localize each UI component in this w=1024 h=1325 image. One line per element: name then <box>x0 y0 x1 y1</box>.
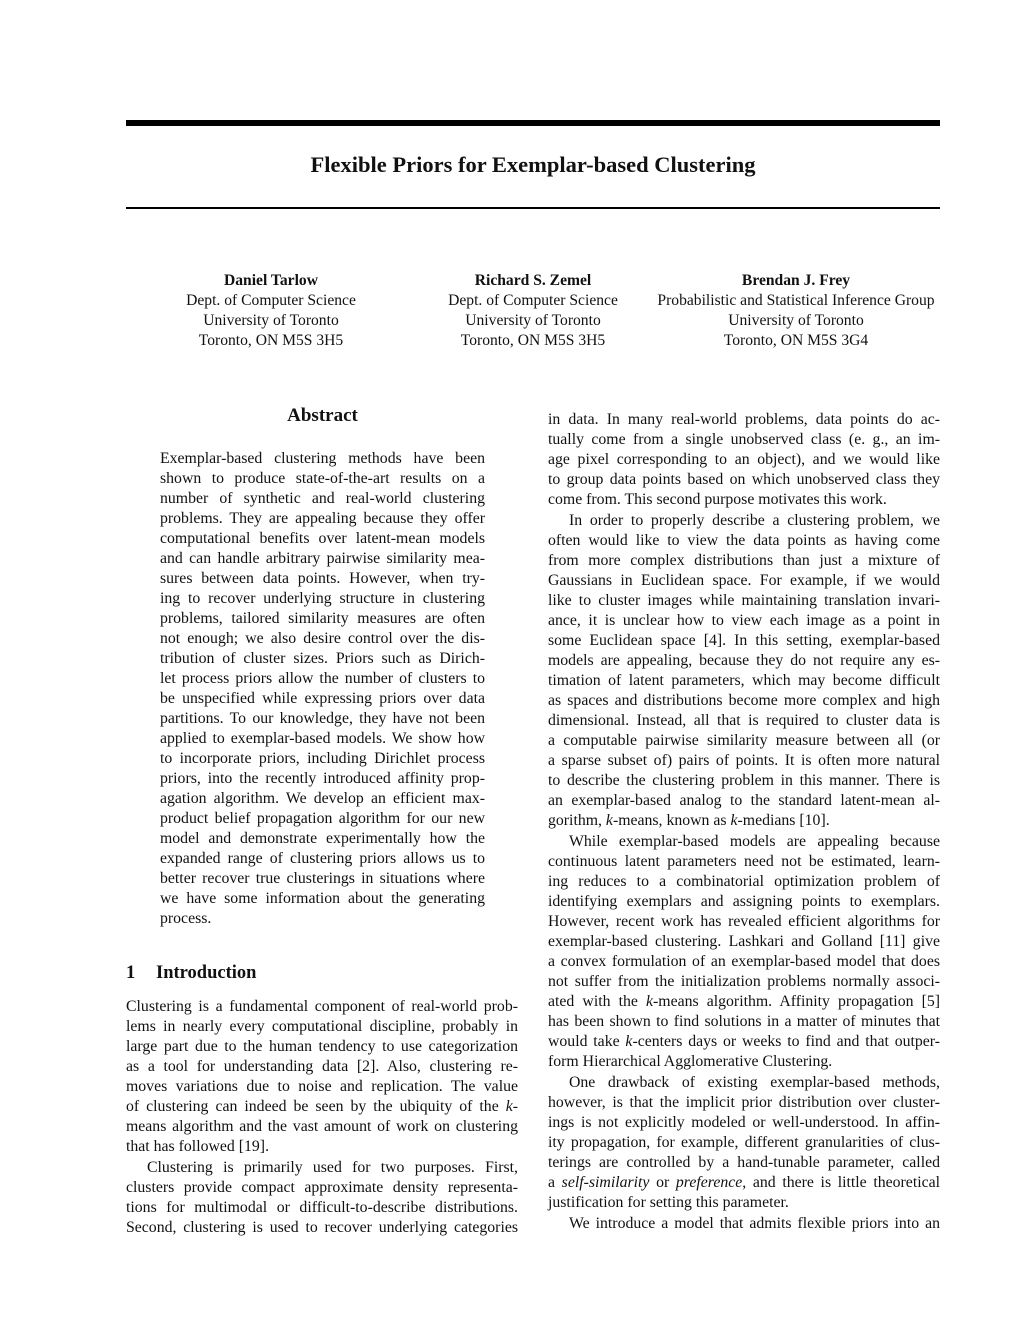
text-line: not suffer from the initialization problems normally associ- <box>548 973 940 990</box>
title-rule <box>126 207 940 209</box>
text-line: product belief propagation algorithm for our new <box>160 810 485 827</box>
text-line: dimensional. Instead, all that is required to cluster data is <box>548 712 940 729</box>
text-line: continuous latent parameters need not be estimated, learn- <box>548 853 940 870</box>
abstract-heading: Abstract <box>287 405 358 426</box>
text-line: Exemplar-based clustering methods have been <box>160 450 485 467</box>
text-line: from more complex distributions than just a mixture of <box>548 552 940 569</box>
text-line: be unspecified while expressing priors over data <box>160 690 485 707</box>
paper-title: Flexible Priors for Exemplar-based Clustering <box>310 152 756 177</box>
author-name: Brendan J. Frey <box>741 272 851 289</box>
text-line: However, recent work has revealed efficient algorithms for <box>548 913 940 930</box>
abstract-body <box>160 448 485 929</box>
text-line: One drawback of existing exemplar-based methods, <box>569 1074 940 1091</box>
text-line: tually come from a single unobserved class (e. g., an im- <box>548 431 940 448</box>
text-line: model and demonstrate experimentally how the <box>160 830 485 847</box>
text-line: ity propagation, for example, different granularities of clus- <box>548 1134 940 1151</box>
author-address: Toronto, ON M5S 3G4 <box>723 332 869 349</box>
section-title: Introduction <box>156 963 257 983</box>
text-line: number of synthetic and real-world clustering <box>160 490 485 507</box>
text-line: in data. In many real-world problems, data points do ac- <box>548 411 940 428</box>
text-line: form Hierarchical Agglomerative Clustering. <box>548 1053 833 1070</box>
text-line: like to cluster images while maintaining translation invari- <box>548 592 940 609</box>
text-line: partitions. To our knowledge, they have not been <box>160 710 485 727</box>
text-line: means algorithm and the vast amount of work on clustering <box>126 1118 518 1135</box>
text-line: as a tool for understanding data [2]. Also, clustering re- <box>126 1058 518 1075</box>
text-line: that has followed [19]. <box>126 1138 270 1155</box>
text-line: While exemplar-based models are appealing because <box>569 833 940 850</box>
text-line: problems. They are appealing because they offer <box>160 510 485 527</box>
text-line: models are appealing, because they do not require any es- <box>548 652 940 669</box>
text-line: applied to exemplar-based models. We show how <box>160 730 485 747</box>
paragraph <box>548 1073 940 1213</box>
text-line: large part due to the human tendency to use categorization <box>126 1038 518 1055</box>
text-line: expanded range of clustering priors allows us to <box>160 850 485 867</box>
text-line: Clustering is primarily used for two purposes. First, <box>147 1159 518 1176</box>
text-line: ance, it is unclear how to view each image as a point in <box>548 612 940 629</box>
text-line: let process priors allow the number of clusters to <box>160 670 485 687</box>
text-line: to group data points based on which unobserved class they <box>548 471 940 488</box>
author-affiliation: Dept. of Computer Science <box>448 292 618 309</box>
text-line: computational benefits over latent-mean models <box>160 530 485 547</box>
text-line: a convex formulation of an exemplar-based model that does <box>548 953 940 970</box>
text-line: would take k-centers days or weeks to find and that outper- <box>548 1033 940 1050</box>
text-line: timation of latent parameters, which may become difficult <box>548 672 940 689</box>
text-line: to incorporate priors, including Dirichlet process <box>160 750 485 767</box>
text-line: as spaces and distributions become more complex and high <box>548 692 940 709</box>
text-line: come from. This second purpose motivates this work. <box>548 491 887 508</box>
text-line: process. <box>160 910 212 927</box>
paragraph <box>548 1214 940 1234</box>
author-address: Toronto, ON M5S 3H5 <box>198 332 344 349</box>
text-line: often would like to view the data points as having come <box>548 532 940 549</box>
paragraph <box>160 449 485 929</box>
text-line: a computable pairwise similarity measure between all (or <box>548 732 940 749</box>
text-line: terings are controlled by a hand-tunable parameter, called <box>548 1154 940 1171</box>
left-column-body <box>126 996 518 1238</box>
text-line: a self-similarity or preference, and there is little theoretical <box>548 1174 941 1191</box>
text-line: tribution of cluster sizes. Priors such as Dirich- <box>160 650 485 667</box>
text-line: Second, clustering is used to recover underlying categories <box>126 1219 518 1236</box>
text-line: ing to recover underlying structure in clustering <box>160 590 485 607</box>
text-line: identifying exemplars and assigning points to exemplars. <box>548 893 940 910</box>
text-line: justification for setting this parameter. <box>548 1194 789 1211</box>
text-line: Clustering is a fundamental component of real-world prob- <box>126 998 518 1015</box>
right-column-body <box>548 409 940 1234</box>
text-line: ated with the k-means algorithm. Affinity propagation [5] <box>548 993 941 1010</box>
text-line: an exemplar-based analog to the standard latent-mean al- <box>548 792 940 809</box>
text-line: and can handle arbitrary pairwise similarity mea- <box>160 550 485 567</box>
paragraph <box>126 997 518 1157</box>
author-affiliation: University of Toronto <box>203 312 339 329</box>
section-heading-introduction <box>126 961 256 985</box>
author-affiliation: University of Toronto <box>465 312 601 329</box>
text-line: better recover true clusterings in situations where <box>160 870 485 887</box>
author-affiliation: University of Toronto <box>728 312 864 329</box>
top-rule <box>126 120 940 126</box>
author-affiliation: Probabilistic and Statistical Inference Group <box>657 292 935 309</box>
paragraph <box>548 410 940 510</box>
text-line: shown to produce state-of-the-art results on a <box>160 470 485 487</box>
text-line: agation algorithm. We develop an efficient max- <box>160 790 485 807</box>
text-line: to describe the clustering problem in this manner. There is <box>548 772 940 789</box>
text-line: clusters provide compact approximate density representa- <box>126 1179 518 1196</box>
text-line: not enough; we also desire control over the dis- <box>160 630 485 647</box>
author-affiliation: Dept. of Computer Science <box>186 292 356 309</box>
paragraph <box>126 1158 518 1238</box>
author-name: Daniel Tarlow <box>223 272 318 289</box>
text-line: exemplar-based clustering. Lashkari and Golland [11] give <box>548 933 940 950</box>
text-line: we have some information about the generating <box>160 890 485 907</box>
text-line: age pixel corresponding to an object), and we would like <box>548 451 940 468</box>
section-number: 1 <box>126 963 136 983</box>
text-line: a sparse subset of) pairs of points. It is often more natural <box>548 752 940 769</box>
text-line: Gaussians in Euclidean space. For example, if we would <box>548 572 940 589</box>
text-line: lems in nearly every computational discipline, probably in <box>126 1018 518 1035</box>
text-line: however, is that the implicit prior distribution over cluster- <box>548 1094 940 1111</box>
text-line: ing reduces to a combinatorial optimization problem of <box>548 873 940 890</box>
text-line: In order to properly describe a clustering problem, we <box>569 512 940 529</box>
paragraph <box>548 511 940 831</box>
text-line: of clustering can indeed be seen by the ubiquity of the k- <box>126 1098 518 1115</box>
text-line: moves variations due to noise and replication. The value <box>126 1078 518 1095</box>
text-line: has been shown to find solutions in a matter of minutes that <box>548 1013 940 1030</box>
text-line: We introduce a model that admits flexible priors into an <box>569 1215 940 1232</box>
text-line: problems, tailored similarity measures are often <box>160 610 485 627</box>
author-name: Richard S. Zemel <box>474 272 592 289</box>
author-3 <box>636 271 956 351</box>
text-line: tions for multimodal or difficult-to-describe distributions. <box>126 1199 518 1216</box>
text-line: ings is not explicitly modeled or well-understood. In affin- <box>548 1114 940 1131</box>
author-address: Toronto, ON M5S 3H5 <box>460 332 606 349</box>
paragraph <box>548 832 940 1072</box>
text-line: priors, into the recently introduced affinity prop- <box>160 770 485 787</box>
text-line: some Euclidean space [4]. In this setting, exemplar-based <box>548 632 940 649</box>
text-line: gorithm, k-means, known as k-medians [10]. <box>548 812 830 829</box>
text-line: sures between data points. However, when try- <box>160 570 485 587</box>
